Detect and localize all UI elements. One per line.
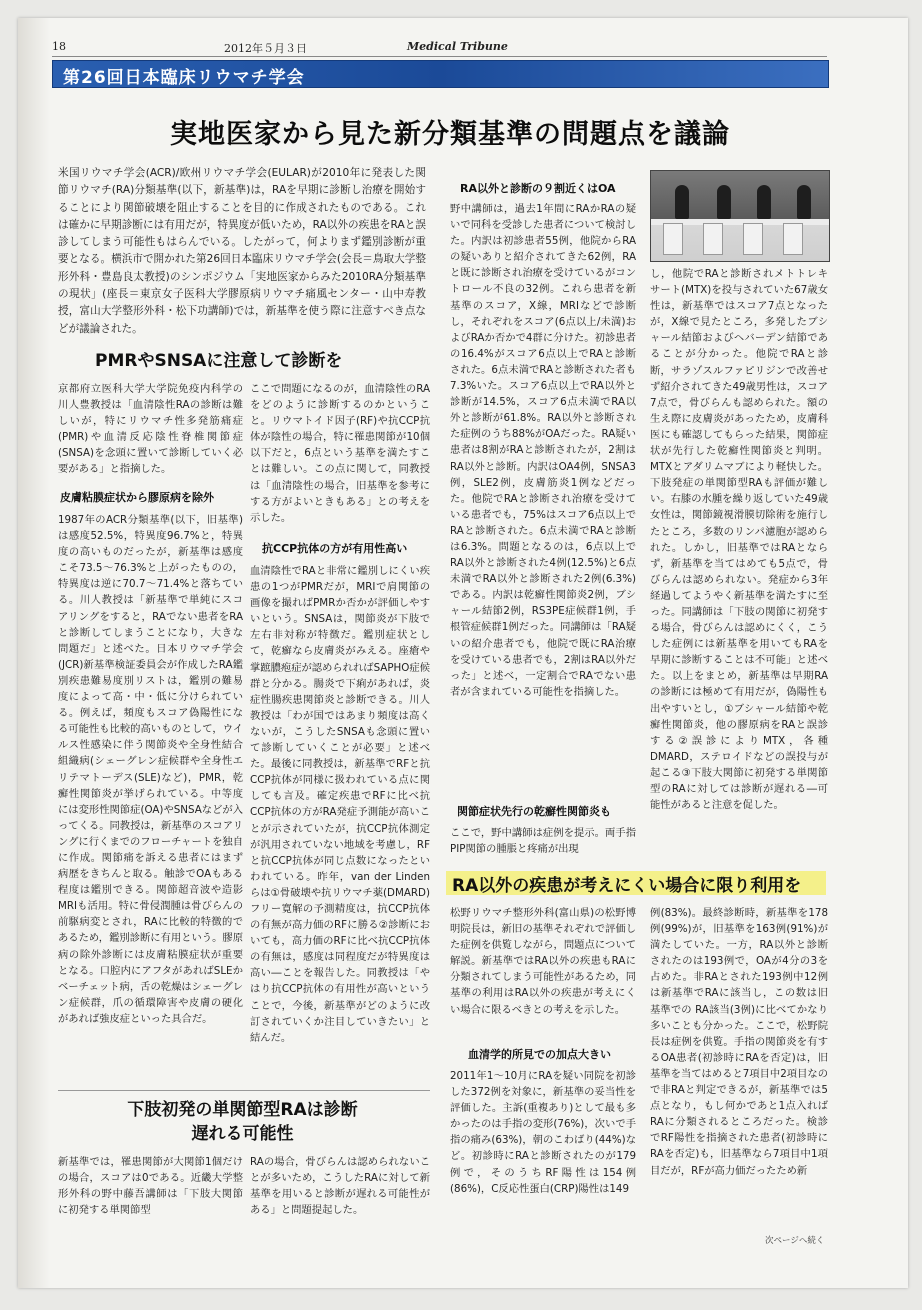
- main-headline: 実地医家から見た新分類基準の問題点を議論: [170, 119, 730, 150]
- section1-heading: PMRやSNSAに注意して診断を: [95, 351, 343, 370]
- show-through: [38, 118, 98, 150]
- section1-col2-intro: ここで問題になるのが，血清陰性のRAをどのように診断するのかということ。リウマトイド因子(RF)や抗CCP抗体が陰性の場合，特に罹患関節が10個以下だと，6点という基準を満たすことは難しい。この点に関して，同教授は「血清陰性の場合，旧基準を参考にする方がよいときもある」との考えを示した。: [250, 383, 430, 524]
- section1-col1-intro: 京都府立医科大学大学院免疫内科学の川人豊教授は「血清陰性RAの診断は難しいが，特にリウマチ性多発筋痛症(PMR)や血清反応陰性脊椎関節症(SNSA)を念頭に置いて診断していく必要がある」と指摘した。: [58, 383, 243, 476]
- conference-banner: [52, 60, 829, 88]
- continued-note: 次ページへ続く: [765, 1236, 825, 1246]
- section1-subheading-a: 皮膚粘膜症状から膠原病を除外: [60, 491, 214, 504]
- section2-col1: 新基準では，罹患関節が大関節1個だけの場合，スコアは0である。近畿大学整形外科の野中藤吾講師は「下肢大関節に初発する単関節型: [58, 1156, 243, 1217]
- page-number: 18: [52, 40, 66, 53]
- section3-col3-tail: ここで，野中講師は症例を提示。両手指PIP関節の腫脹と疼痛が出現: [450, 827, 636, 856]
- section2-col2: RAの場合，骨びらんは認められないことが多いため，こうしたRAに対して新基準を用いると診断が遅れる可能性がある」と問題提起した。: [250, 1156, 430, 1217]
- section1-subheading-b: 抗CCP抗体の方が有用性高い: [262, 542, 408, 555]
- photo-person: [797, 185, 811, 219]
- photo-name-card: [783, 223, 803, 255]
- photo-person: [757, 185, 771, 219]
- section1-col2-body: 血清陰性でRAと非常に鑑別しにくい疾患の1つがPMRだが，MRIで肩関節の画像を撮ればPMRか否かが評価しやすいという。SNSAは，関節炎が下肢で左右非対称が特徴だ。鑑別症状として，乾癬なら皮膚炎がみえる。座瘡や掌蹠膿疱症が認められればSAPHO症候群と分かる。腸炎で下痢があれば，炎症性腸疾患関節炎と診断できる。川人教授は「わが国ではあまり頻度は高くないが，こうしたSNSAも念頭に置いて診断していくことが必要」と述べた。最後に同教授は，新基準でRFと抗CCP抗体が同様に扱われている点に関しても言及。確定疾患でRFに比べ抗CCP抗体の方がRA発症予測能が高いことが示されていたが，抗CCP抗体測定が汎用されていない地域を考慮し，RFと抗CCP抗体が同じ点数になったといわれている。昨年，van der Lindenらは①骨破壊や抗リウマチ薬(DMARD)フリー寛解の予測精度は，抗CCP抗体の有無が高力価のRFに勝る②診断においても，高力価のRFに比べ抗CCP抗体の有無は，感度は同程度だが特異度は高い―ことを報告した。同教授は「やはり抗CCP抗体の有用性が高いということで，今後，新基準がどのように改訂されていくか注目していきたい」と結んだ。: [250, 565, 430, 1044]
- lead-paragraph: 米国リウマチ学会(ACR)/欧州リウマチ学会(EULAR)が2010年に発表した関節リウマチ(RA)分類基準(以下，新基準)は，RAを早期に診断し治療を開始することにより関節破壊を阻止することを目的に作成されたものである。これは確かに早期診断には有用だが，特異度が低いため，RA以外の疾患をRAと誤診してしまう可能性もはらんでいる。したがって，何よりまず鑑別診断が重要となる。横浜市で開かれた第26回日本臨床リウマチ学会(会長＝鳥取大学整形外科・豊島良太教授)のシンポジウム「実地医家からみた2010RA分類基準の現状」(座長＝東京女子医科大学膠原病リウマチ痛風センター・山中寿教授，富山大学整形外科・松下功講師)では，新基準を使う際に注意すべき点などが議論された。: [58, 167, 426, 335]
- photo-person: [717, 185, 731, 219]
- section4-subheading: 血清学的所見での加点大きい: [468, 1048, 611, 1061]
- section4-col4-body: 例(83%)。最終診断時，新基準を178例(99%)が，旧基準を163例(91%)が満たしていた。一方，RA以外と診断されたのは193例で，OAが4分の3を占めた。非RAとされた193例中12例は新基準でRAに該当し，この数は旧基準での RA該当(3例)に比べてかなり多いことも分かった。ここで，松野院長は症例を供覧。手指の関節炎を有するOA患者(初診時にRAを否定)は，旧基準を当てはめると7項目中2項目なので非RAと判定できるが，新基準では5点となり，もし何かであと1点入ればRAに分類されるところだった。検診でRF陽性を指摘された患者(初診時にRAを否定)も，旧基準なら7項目中1項目だが，RFが高力価だったため新: [650, 907, 828, 1177]
- photo-name-card: [743, 223, 763, 255]
- section4-col3-intro: 松野リウマチ整形外科(富山県)の松野博明院長は，新旧の基準それぞれで評価した症例を供覧しながら，問題点について解説。新基準ではRA以外の疾患もRAに分類されてしまう可能性があるため，同基準の利用はRA以外の疾患が考えにくい場合に限るべきとの考えを示した。: [450, 907, 636, 1016]
- photo-person: [675, 185, 689, 219]
- section3-subheading-b: 関節症状先行の乾癬性関節炎も: [457, 805, 611, 818]
- section3-col3-body: 野中講師は，過去1年間にRAかRAの疑いで同科を受診した患者について検討した。内訳は初診患者55例，他院からRAの疑いありと紹介されてきた62例，RAと既に診断され治療を受けているがコントロール不良の32例。これら患者を新基準のスコア，X線，MRIなどで診断し，それぞれをスコア(6点以上/未満)およびRAか否かで4群に分けた。初診患者の16.4%がスコア6点以上でRAと診断された。6点未満でRAと診断された者も7.3%いた。スコア6点以上でRA以外と診断が14.5%，スコア6点未満でRA以外と診断が61.8%。RA以外と診断された症例のうち88%がOAだった。RA疑い患者は8割がRAと診断されたが，2割はRA以外と診断。内訳はOA4例，SNSA3例，SLE2例，皮膚筋炎1例などだった。他院でRAと診断され治療を受けている患者でも，75%はスコア6点以上でRAと診断された。6点未満でRAと診断は6.3%。問題となるのは，6点以上でRA以外と診断された4例(12.5%)と6点未満でRA以外と診断された2例(6.3%)である。内訳は乾癬性関節炎2例，ブシャール結節2例，RS3PE症候群1例，手根管症候群1例だった。同講師は「RA疑いの紹介患者でも，他院で既にRA治療を受けている患者でも，2割はRA以外だった」と述べ，一定割合でRAでない患者が含まれている可能性を指摘した。: [450, 203, 636, 698]
- symposium-photo: [650, 170, 830, 262]
- section2-heading: 下肢初発の単関節型RAは診断遅れる可能性: [127, 1100, 358, 1144]
- photo-name-card: [703, 223, 723, 255]
- conference-title: 第26回日本臨床リウマチ学会: [63, 68, 305, 88]
- section4-heading: RA以外の疾患が考えにくい場合に限り利用を: [452, 876, 802, 896]
- section3-subheading-a: RA以外と診断の９割近くはOA: [460, 182, 616, 195]
- section3-col4-body: し，他院でRAと診断されメトトレキサート(MTX)を投与されていた67歳女性は，新基準ではスコア7点となったが，X線で見たところ，多発したブシャール結節およびヘバーデン結節であることが分かった。他院でRAと診断，サラゾスルファピリジンで改善せず紹介されてきた49歳男性は，スコア7点で，骨びらんも認められた。額の生え際に皮膚炎があったため，皮膚科医にも確認してもらった結果，関節症状が先行した乾癬性関節炎と判明。MTXとアダリムマブにより軽快した。下肢発症の単関節型RAも評価が難しい。右膝の水腫を繰り返していた49歳女性は，関節鏡視滑膜切除術を施行したところ，多数のリンパ濾胞が認められた。しかし，旧基準ではRAとならず，新基準を当てはめても5点で，骨びらんは認められない。発症から3年経過してようやく新基準を満たすに至った。同講師は「下肢の関節に初発する場合，骨びらんは認めにくく，こうした症例には新基準を用いてもRAを早期に診断することは不可能」と述べた。以上をまとめ，新基準は早期RAの診断には極めて有用だが，偽陽性も出やすいとし，①ブシャール結節や乾癬性関節炎，他の膠原病をRAと誤診する②誤診によりMTX，各種DMARD，ステロイドなどの誤投与が起こる③下肢大関節に初発する単関節型のRAに対しては診断が遅れる―可能性があると注意を促した。: [650, 268, 828, 812]
- section4-col3-body: 2011年1〜10月にRAを疑い同院を初診した372例を対象に，新基準の妥当性を評価した。主訴(重複あり)として最も多かったのは手指の変形(76%)，次いで手指の痛み(63%)，朝のこわばり(44%)など。初診時にRAと診断されたのが179例で，そのうちRF陽性は154例(86%)，C反応性蛋白(CRP)陽性は149: [450, 1070, 636, 1195]
- page-header: [52, 40, 827, 57]
- page-bleed: [18, 18, 50, 1288]
- section1-col1-body: 1987年のACR分類基準(以下，旧基準)は感度52.5%，特異度96.7%と，特異度の高いものだったが，新基準は感度こそ73.5〜76.3%と上がったものの，特異度は逆に70.7〜71.4%と落ちている。川人教授は「新基準で単純にスコアリングをすると，RAでない患者をRAと診断してしまうことになり，大きな問題だ」と述べた。日本リウマチ学会(JCR)新基準検証委員会が作成したRA鑑別疾患難易度別リストは，鑑別の難易度によって高・中・低に分けられている。例えば，頻度もスコア偽陽性になる可能性も比較的高いものとして，ウイルス性感染に伴う関節炎や全身性結合組織病(シェーグレン症候群や全身性エリテマトーデス(SLE)など)，PMR，乾癬性関節炎が挙げられている。中等度には変形性関節症(OA)やSNSAなどが入ってくる。同教授は，新基準のスコアリングに行くまでのフローチャートを独自に作成。関節痛を訴える患者にはまず病歴をきちんと取る。触診でOAもある程度は鑑別できる。関節超音波や造影MRIも活用。特に骨侵潤腫は骨びらんの前駆病変とされ，RAに比較的特徴的であるため，鑑別診断に有用という。膠原病の除外診断には皮膚粘膜症状が重要となる。口腔内にアフタがあればSLEかベーチェット病，舌の乾燥はシェーグレン症候群，爪の循環障害や皮膚の硬化があれば強皮症といった具合だ。: [58, 514, 243, 1025]
- photo-name-card: [663, 223, 683, 255]
- issue-date: 2012年５月３日: [224, 42, 307, 55]
- section2-top-rule: [58, 1090, 430, 1091]
- publication-name: Medical Tribune: [407, 40, 508, 53]
